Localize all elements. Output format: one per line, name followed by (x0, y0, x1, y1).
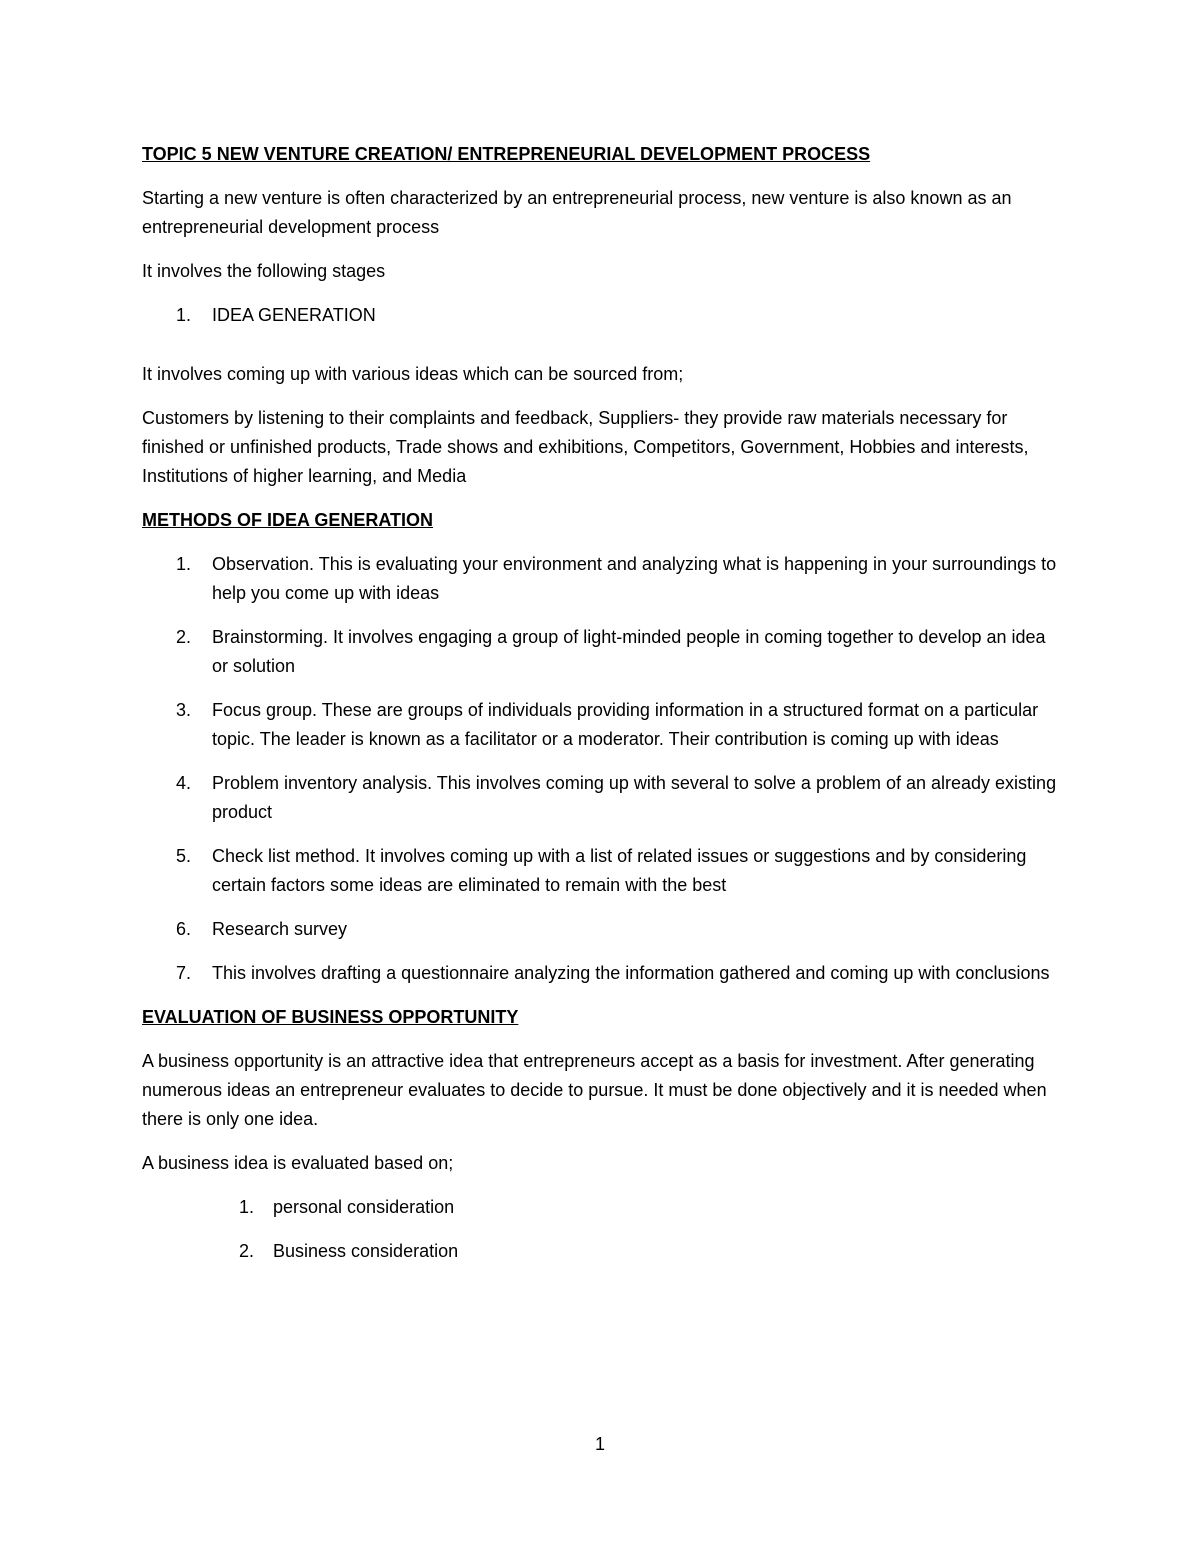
list-item (142, 915, 1062, 944)
list-text: IDEA GENERATION (212, 305, 376, 325)
stages-intro: It involves the following stages (142, 261, 386, 281)
list-item (142, 1193, 1062, 1222)
evaluation-heading: EVALUATION OF BUSINESS OPPORTUNITY (142, 1007, 519, 1027)
list-text: Check list method. It involves coming up with a list of related issues or suggestions and by considering certain factors some ideas are eliminated to remain with the best (212, 846, 1027, 895)
evaluation-basis-list (142, 1193, 1062, 1266)
list-text: This involves drafting a questionnaire analyzing the information gathered and coming up with conclusions (212, 963, 1050, 983)
list-item (142, 769, 1062, 827)
list-text: Problem inventory analysis. This involves coming up with several to solve a problem of an already existing product (212, 773, 1057, 822)
list-item (142, 1237, 1062, 1266)
stages-list (142, 301, 1062, 330)
list-number: 7. (176, 963, 192, 983)
idea-sources-paragraph: Customers by listening to their complaints and feedback, Suppliers- they provide raw materials necessary for finished or unfinished products, Trade shows and exhibitions, Competitors, Government, Hobbies and interests, Institutions of higher learning, and Media (142, 408, 1029, 486)
document-title: TOPIC 5 NEW VENTURE CREATION/ ENTREPRENEURIAL DEVELOPMENT PROCESS (142, 144, 871, 164)
idea-sources-intro: It involves coming up with various ideas which can be sourced from; (142, 364, 684, 384)
list-number: 2. (239, 1241, 255, 1261)
list-text: personal consideration (273, 1197, 455, 1217)
list-number: 1. (239, 1197, 255, 1217)
methods-heading: METHODS OF IDEA GENERATION (142, 510, 434, 530)
list-number: 6. (176, 919, 192, 939)
list-text: Focus group. These are groups of individuals providing information in a structured format on a particular topic. The leader is known as a facilitator or a moderator. Their contribution is coming up with ideas (212, 700, 1039, 749)
intro-paragraph: Starting a new venture is often characterized by an entrepreneurial process, new venture is also known as an entrepreneurial development process (142, 188, 1012, 237)
list-number: 3. (176, 700, 192, 720)
list-text: Research survey (212, 919, 348, 939)
list-item (142, 959, 1062, 988)
evaluation-basis-intro: A business idea is evaluated based on; (142, 1153, 454, 1173)
list-item (142, 842, 1062, 900)
methods-list (142, 550, 1062, 988)
list-item (142, 301, 1062, 330)
list-item (142, 550, 1062, 608)
list-number: 2. (176, 627, 192, 647)
list-item (142, 696, 1062, 754)
list-text: Observation. This is evaluating your environment and analyzing what is happening in your surroundings to help you come up with ideas (212, 554, 1057, 603)
document-body (142, 140, 1062, 1281)
page-number: 1 (594, 1434, 605, 1454)
list-number: 4. (176, 773, 192, 793)
list-text: Brainstorming. It involves engaging a group of light-minded people in coming together to develop an idea or solution (212, 627, 1046, 676)
list-number: 5. (176, 846, 192, 866)
evaluation-paragraph: A business opportunity is an attractive idea that entrepreneurs accept as a basis for investment. After generating numerous ideas an entrepreneur evaluates to decide to pursue. It must be done objectively and it is needed when there is only one idea. (142, 1051, 1047, 1129)
list-item (142, 623, 1062, 681)
list-text: Business consideration (273, 1241, 459, 1261)
list-number: 1. (176, 305, 192, 325)
list-number: 1. (176, 554, 192, 574)
